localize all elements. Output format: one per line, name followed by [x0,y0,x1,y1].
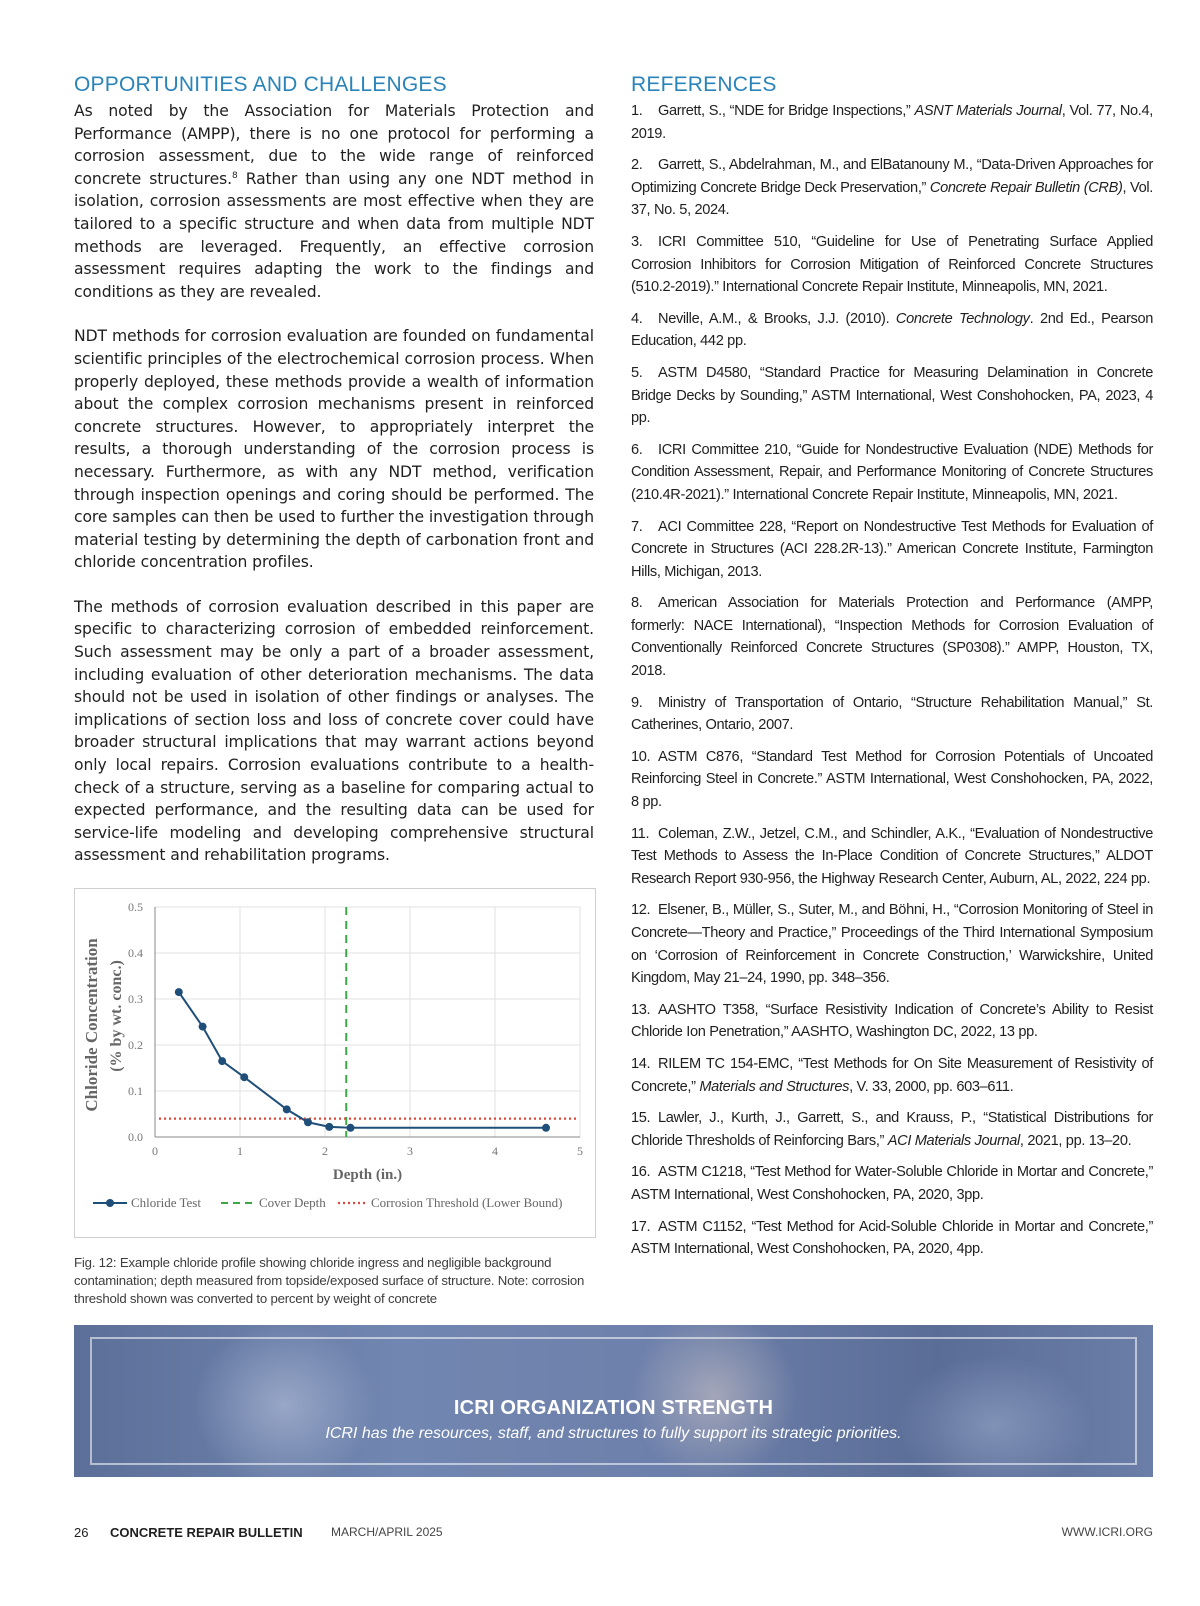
reference-text: RILEM TC 154-EMC, “Test Methods for On Site Measurement of Resistivity of Concrete,” [631,1055,1153,1095]
reference-number: 10. [631,748,651,765]
reference-number: 14. [631,1055,651,1072]
reference-item [631,692,1153,737]
reference-text: ACI Committee 228, “Report on Nondestructive Test Methods for Evaluation of Concrete in Structures (ACI 228.2R-13).” American Concrete Institute, Farmington Hills, Michigan, 2013. [631,518,1153,580]
page-number: 26 [74,1525,89,1540]
reference-item [631,999,1153,1044]
reference-journal-title: Concrete Repair Bulletin (CRB) [929,179,1123,196]
legend-cover-label: Cover Depth [259,1195,326,1210]
chart-series [175,988,550,1132]
citation-superscript: 8 [231,170,238,181]
reference-number: 5. [631,364,643,381]
chart-reference-lines [159,907,578,1137]
icri-banner[interactable] [74,1325,1153,1477]
reference-text: ASTM C876, “Standard Test Method for Corrosion Potentials of Uncoated Reinforcing Steel in Concrete.” ASTM International, West Conshohocken, PA, 2022, 8 pp. [631,748,1153,811]
reference-item [631,823,1153,891]
reference-number: 6. [631,441,643,458]
body-paragraph-3: The methods of corrosion evaluation described in this paper are specific to characterizing corrosion of embedded reinforcement. Such assessment may be only a part of a broader assessment, including evaluation of other deterioration mechanisms. The data should not be used in isolation of other findings or analyses. The implications of section loss and loss of concrete cover could have broader structural implications that may warrant actions beyond only local repairs. Corrosion evaluations contribute to a health-check of a structure, serving as a baseline for comparing actual to expected performance, and the resulting data can be used for service-life modeling and developing comprehensive structural assessment and rehabilitation programs. [74,597,594,865]
paragraph-1-text-b: Rather than using any one NDT method in isolation, corrosion assessments are most effective when they are tailored to a specific structure and when data from multiple NDT methods are leveraged. Frequently, an effective corrosion assessment requires adapting the work to the findings and conditions as they are revealed. [74,169,594,301]
paragraph-1-text-a: As noted by the Association for Materials Protection and Performance (AMPP), there is no one protocol for performing a corrosion assessment, due to the wide range of reinforced concrete structures. [74,102,594,188]
right-column [631,72,1153,1270]
reference-item [631,1107,1153,1152]
y-tick-label: 0.1 [128,1084,143,1098]
chart-labels [82,900,583,1183]
reference-text: Coleman, Z.W., Jetzel, C.M., and Schindler, A.K., “Evaluation of Nondestructive Test Methods to Assess the In-Place Condition of Concrete Structures,” ALDOT Research Report 930-956, the Highway Research Center, Auburn, AL, 2022, 224 pp. [631,825,1153,887]
chloride-profile-chart [75,889,597,1239]
chloride-data-point [218,1057,226,1065]
reference-text: American Association for Materials Protection and Performance (AMPP, formerly: NACE International), “Inspection Methods for Corrosion Evaluation of Conventionally Reinforced Concrete Structures (SP0308).” AMPP, Houston, TX, 2018. [631,595,1153,680]
reference-item [631,1161,1153,1206]
reference-item [631,592,1153,682]
y-axis-subtitle: (% by wt. conc.) [108,960,125,1072]
chart-axes [155,907,580,1137]
legend-threshold-label: Corrosion Threshold (Lower Bound) [371,1195,563,1210]
reference-text: ASTM D4580, “Standard Practice for Measuring Delamination in Concrete Bridge Decks by Sounding,” ASTM International, West Conshohocken, PA, 2023, 4 pp. [631,364,1153,427]
x-tick-label: 3 [407,1144,413,1158]
y-tick-label: 0.4 [128,946,143,960]
reference-number: 2. [631,157,643,174]
reference-text: , 2021, pp. 13–20. [1019,1132,1132,1149]
reference-item [631,308,1153,353]
reference-number: 4. [631,310,643,327]
reference-item [631,231,1153,299]
chloride-data-point [240,1073,248,1081]
reference-number: 7. [631,518,643,535]
reference-number: 9. [631,694,643,711]
reference-number: 1. [631,103,643,119]
chloride-data-point [347,1124,355,1132]
banner-title: ICRI ORGANIZATION STRENGTH [453,1397,774,1419]
y-tick-label: 0.3 [128,992,143,1006]
reference-number: 13. [631,1001,651,1018]
publication-name: CONCRETE REPAIR BULLETIN [110,1525,303,1540]
reference-number: 17. [631,1218,651,1235]
reference-list [631,100,1153,1261]
reference-text: ICRI Committee 210, “Guide for Nondestructive Evaluation (NDE) Methods for Condition Assessment, Repair, and Performance Monitoring of Concrete Structures (210.4R-2021).” International Concrete Repair Institute, Minneapolis, MN, 2021. [631,441,1153,503]
figure-caption: Fig. 12: Example chloride profile showing chloride ingress and negligible background contamination; depth measured from topside/exposed surface of structure. Note: corrosion threshold shown was converted to percent by weight of concrete [74,1255,585,1306]
banner-subtitle: ICRI has the resources, staff, and structures to fully support its strategic priorities. [325,1425,902,1442]
reference-item [631,1216,1153,1261]
references-heading: REFERENCES [631,73,777,96]
x-tick-label: 0 [152,1144,158,1158]
reference-text: Neville, A.M., & Brooks, J.J. (2010). [658,310,896,327]
issue-date: MARCH/APRIL 2025 [331,1525,443,1539]
reference-journal-title: Concrete Technology [895,310,1030,327]
reference-number: 8. [631,595,643,612]
reference-item [631,746,1153,814]
reference-number: 16. [631,1164,651,1181]
reference-item [631,899,1153,989]
chart-figure [74,888,596,1238]
left-column [74,72,594,889]
y-tick-label: 0.0 [128,1130,143,1144]
reference-journal-title: ACI Materials Journal [887,1132,1020,1149]
reference-text: , Vol. 37, No. 5, 2024. [631,179,1153,219]
reference-number: 12. [631,902,651,919]
reference-text: ICRI Committee 510, “Guideline for Use of Penetrating Surface Applied Corrosion Inhibitors for Corrosion Mitigation of Reinforced Concrete Structures (510.2-2019).” International Concrete Repair Institute, Minneapolis, MN, 2021. [631,233,1153,296]
x-axis-title: Depth (in.) [332,1167,403,1183]
reference-journal-title: Materials and Structures [699,1078,850,1095]
x-tick-label: 2 [322,1144,328,1158]
reference-text: . 2nd Ed., Pearson Education, 442 pp. [631,310,1153,350]
website-link[interactable]: WWW.ICRI.ORG [1061,1525,1153,1539]
x-tick-label: 1 [237,1144,243,1158]
reference-text: ASTM C1152, “Test Method for Acid-Soluble Chloride in Mortar and Concrete,” ASTM International, West Conshohocken, PA, 2020, 4pp. [631,1218,1153,1258]
chart-grid [155,907,580,1137]
chloride-data-point [542,1124,550,1132]
reference-text: Lawler, J., Kurth, J., Garrett, S., and Krauss, P., “Statistical Distributions for Chloride Thresholds of Reinforcing Bars,” [631,1110,1153,1149]
reference-text: , V. 33, 2000, pp. 603–611. [849,1078,1014,1095]
page-footer [74,1525,1153,1545]
chloride-data-point [175,988,183,996]
y-tick-label: 0.5 [128,900,143,914]
reference-text: , Vol. 77, No.4, 2019. [631,103,1153,142]
chloride-data-point [304,1118,312,1126]
reference-number: 3. [631,233,643,250]
reference-item [631,516,1153,584]
opportunities-heading: OPPORTUNITIES AND CHALLENGES [74,73,447,96]
reference-journal-title: ASNT Materials Journal [914,103,1062,119]
reference-item [631,439,1153,507]
reference-item [631,1053,1153,1098]
reference-item [631,154,1153,222]
chart-legend [93,1195,562,1210]
x-tick-label: 5 [577,1144,583,1158]
y-axis-title: Chloride Concentration [82,938,101,1112]
legend-chloride-label: Chloride Test [131,1195,201,1210]
chloride-test-line [179,992,546,1128]
reference-item [631,362,1153,430]
reference-text: Garrett, S., “NDE for Bridge Inspections,” [658,103,915,119]
reference-text: Garrett, S., Abdelrahman, M., and ElBatanouny M., “Data-Driven Approaches for Optimizing Concrete Bridge Deck Preservation,” [631,157,1153,196]
body-paragraph-1 [74,100,594,303]
reference-text: ASTM C1218, “Test Method for Water-Soluble Chloride in Mortar and Concrete,” ASTM International, West Conshohocken, PA, 2020, 3pp. [631,1164,1153,1203]
chloride-data-point [283,1105,291,1113]
reference-text: AASHTO T358, “Surface Resistivity Indication of Concrete’s Ability to Resist Chloride Ion Penetration,” AASHTO, Washington DC, 2022, 13 pp. [631,1001,1153,1041]
x-tick-label: 4 [492,1144,498,1158]
reference-item [631,100,1153,145]
legend-chloride-marker [106,1199,114,1207]
body-paragraph-2: NDT methods for corrosion evaluation are founded on fundamental scientific principles of the electrochemical corrosion process. When properly deployed, these methods provide a wealth of information about the complex corrosion mechanisms present in reinforced concrete structures. However, to appropriately interpret the results, a thorough understanding of the corrosion process is necessary. Furthermore, as with any NDT method, verification through inspection openings and coring should be performed. The core samples can then be used to further the investigation through material testing by determining the depth of carbonation front and chloride concentration profiles. [74,327,594,572]
reference-number: 11. [631,825,650,842]
y-tick-label: 0.2 [128,1038,143,1052]
chloride-data-point [325,1123,333,1131]
reference-number: 15. [631,1110,651,1127]
reference-text: Elsener, B., Müller, S., Suter, M., and Böhni, H., “Corrosion Monitoring of Steel in Concrete—Theory and Practice,” Proceedings of the Third International Symposium on ‘Corrosion of Reinforcement in Concrete Construction,’ Warwickshire, United Kingdom, May 21–24, 1990, pp. 348–356. [631,902,1153,987]
chloride-data-point [199,1023,207,1031]
reference-text: Ministry of Transportation of Ontario, “Structure Rehabilitation Manual,” St. Catherines, Ontario, 2007. [631,694,1153,734]
